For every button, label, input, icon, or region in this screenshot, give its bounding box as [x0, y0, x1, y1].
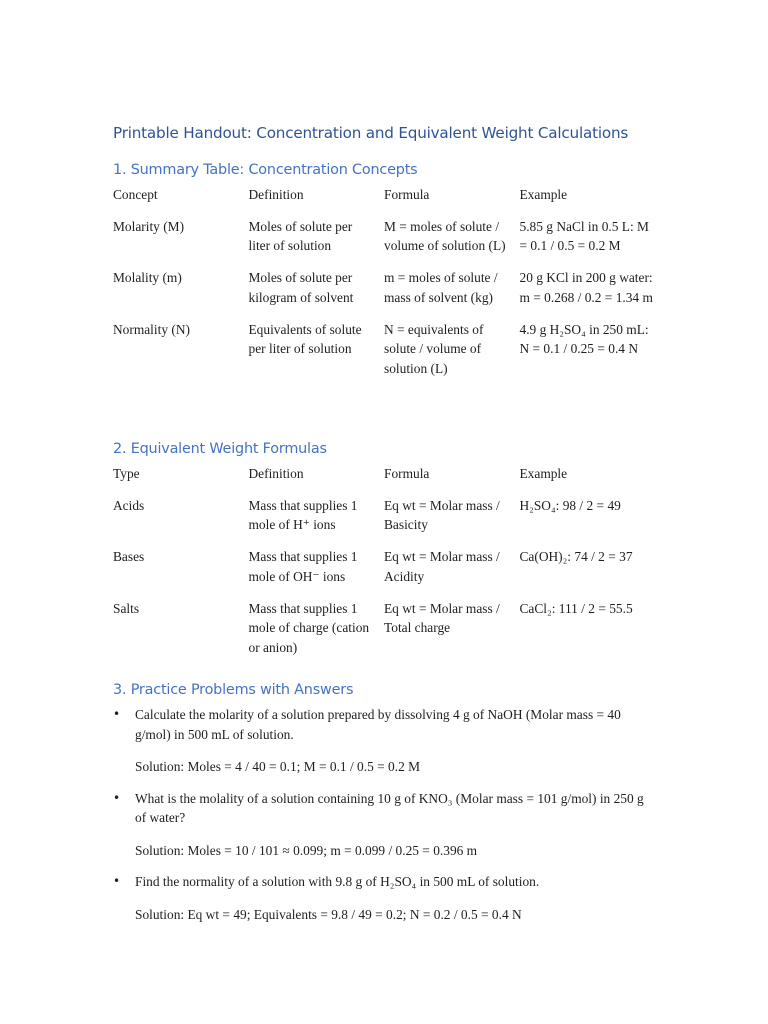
table-cell: Eq wt = Molar mass / Acidity [384, 549, 500, 584]
problem-solution: Solution: Moles = 4 / 40 = 0.1; M = 0.1 / 0.5 = 0.2 M [135, 759, 421, 774]
table-cell: Moles of solute per liter of solution [248, 218, 353, 253]
practice-problem-list [113, 705, 658, 936]
table-cell: 5.85 g NaCl in 0.5 L: M = 0.1 / 0.5 = 0.2 M [519, 218, 649, 253]
table-cell: m = moles of solute / mass of solvent (kg) [384, 270, 498, 305]
column-header: Definition [248, 187, 304, 202]
table-header-row [113, 185, 658, 205]
bullet-icon: • [113, 790, 121, 805]
column-header: Definition [248, 466, 304, 481]
table-cell: Acids [113, 497, 145, 513]
problem-question: Find the normality of a solution with 9.8 g of H₂SO₄ in 500 mL of solution. [135, 874, 540, 889]
table-cell: N = equivalents of solute / volume of solution (L) [384, 321, 484, 376]
concentration-table [113, 185, 658, 391]
table-cell: H₂SO₄: 98 / 2 = 49 [519, 497, 621, 513]
table-row [113, 217, 658, 256]
column-header: Formula [384, 187, 430, 202]
equivalent-weight-table [113, 464, 658, 670]
column-header: Concept [113, 187, 158, 202]
bullet-icon: • [113, 874, 121, 888]
list-item [113, 705, 658, 777]
table-cell: Salts [113, 600, 140, 616]
problem-solution: Solution: Moles = 10 / 101 ≈ 0.099; m = 0.099 / 0.25 = 0.396 m [135, 842, 478, 858]
table-cell: Equivalents of solute per liter of solution [248, 321, 362, 356]
table-row [113, 599, 658, 658]
table-row [113, 547, 658, 586]
table-header-row [113, 464, 658, 484]
table-cell: 20 g KCl in 200 g water: m = 0.268 / 0.2 = 1.34 m [519, 270, 653, 305]
table-cell: Molarity (M) [113, 218, 185, 234]
table-cell: Molality (m) [113, 270, 182, 285]
table-cell: Ca(OH)₂: 74 / 2 = 37 [519, 549, 633, 564]
list-item [113, 789, 658, 861]
column-header: Example [519, 187, 568, 202]
table-cell: Eq wt = Molar mass / Basicity [384, 497, 500, 532]
table-cell: Eq wt = Molar mass / Total charge [384, 600, 500, 635]
table-cell: CaCl₂: 111 / 2 = 55.5 [519, 600, 633, 616]
section-2-heading: 2. Equivalent Weight Formulas [113, 441, 327, 457]
column-header: Example [519, 466, 568, 481]
section-3-heading: 3. Practice Problems with Answers [113, 682, 354, 698]
document-title: Printable Handout: Concentration and Equivalent Weight Calculations [113, 124, 629, 142]
table-row [113, 268, 658, 307]
list-item [113, 872, 658, 924]
table-cell: Moles of solute per kilogram of solvent [248, 270, 354, 305]
column-header: Formula [384, 466, 430, 481]
problem-question: What is the molality of a solution containing 10 g of KNO₃ (Molar mass = 101 g/mol) in 250 g of water? [135, 790, 644, 825]
table-row [113, 320, 658, 379]
problem-question: Calculate the molarity of a solution prepared by dissolving 4 g of NaOH (Molar mass = 40 g/mol) in 500 mL of solution. [135, 707, 621, 742]
table-row [113, 496, 658, 535]
column-header: Type [113, 466, 140, 481]
table-cell: 4.9 g H₂SO₄ in 250 mL: N = 0.1 / 0.25 = 0.4 N [519, 321, 649, 356]
problem-solution: Solution: Eq wt = 49; Equivalents = 9.8 / 49 = 0.2; N = 0.2 / 0.5 = 0.4 N [135, 906, 522, 922]
table-cell: M = moles of solute / volume of solution (L) [384, 218, 506, 253]
table-cell: Normality (N) [113, 321, 190, 337]
table-cell: Bases [113, 549, 145, 564]
table-cell: Mass that supplies 1 mole of charge (cation or anion) [248, 600, 370, 655]
table-cell: Mass that supplies 1 mole of H⁺ ions [248, 497, 358, 532]
table-cell: Mass that supplies 1 mole of OH⁻ ions [248, 549, 358, 584]
bullet-icon: • [113, 707, 121, 721]
section-1-heading: 1. Summary Table: Concentration Concepts [113, 162, 418, 178]
